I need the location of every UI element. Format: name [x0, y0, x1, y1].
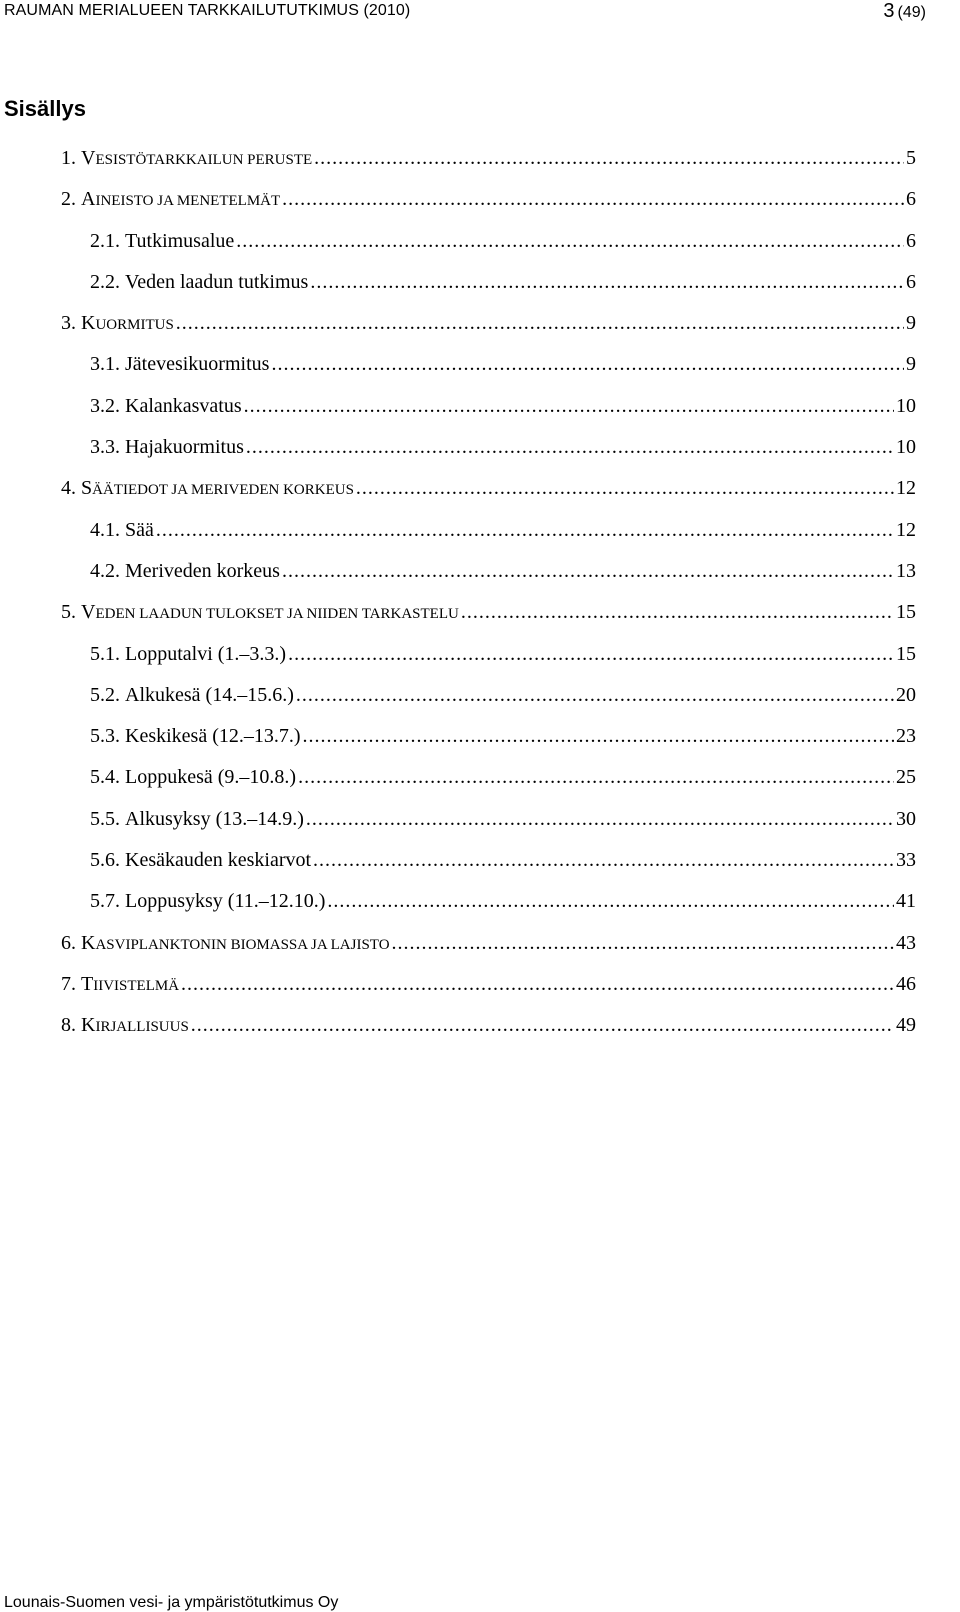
toc-entry-number: 8. — [61, 1014, 76, 1037]
toc-entry-number: 4.1. — [90, 518, 120, 541]
toc-leader-dots — [181, 964, 894, 1005]
toc-leader-dots — [303, 716, 894, 757]
toc-entry[interactable] — [0, 468, 960, 509]
toc-entry-text: Hajakuormitus — [125, 436, 244, 459]
toc-entry[interactable] — [0, 716, 960, 757]
toc-entry-text: Alkukesä (14.–15.6.) — [125, 683, 294, 706]
toc-entry-label — [61, 592, 459, 635]
toc-entry-text: Kalankasvatus — [125, 394, 242, 417]
toc-entry-rest: UORMITUS — [95, 317, 174, 334]
toc-entry-number: 2.2. — [90, 270, 120, 293]
toc-entry-label — [61, 179, 280, 222]
toc-entry-page: 20 — [896, 683, 916, 706]
toc-entry-initial: T — [81, 972, 94, 995]
toc-entry-text: Meriveden korkeus — [125, 559, 280, 582]
toc-leader-dots — [282, 551, 894, 592]
toc-entry-number: 5.2. — [90, 683, 120, 706]
toc-entry[interactable] — [0, 1005, 960, 1046]
toc-entry-rest: IIVISTELMÄ — [93, 977, 180, 994]
toc-entry[interactable] — [0, 592, 960, 633]
page-header — [0, 0, 960, 26]
toc-entry-number: 3. — [61, 312, 76, 335]
toc-entry-number: 7. — [61, 972, 76, 995]
toc-leader-dots — [298, 757, 894, 798]
toc-entry-number: 5.1. — [90, 642, 120, 665]
toc-entry-number: 5.5. — [90, 807, 120, 830]
toc-entry-rest: ESISTÖTARKKAILUN PERUSTE — [95, 152, 313, 168]
toc-entry-label — [90, 510, 154, 551]
toc-leader-dots — [244, 386, 894, 427]
toc-entry[interactable] — [0, 386, 960, 427]
toc-leader-dots — [271, 344, 904, 385]
toc-entry-number: 2. — [61, 188, 76, 211]
toc-entry-number: 3.2. — [90, 394, 120, 417]
toc-entry-number: 5.6. — [90, 849, 120, 872]
toc-entry[interactable] — [0, 303, 960, 344]
toc-entry[interactable] — [0, 138, 960, 179]
toc-entry-initial: S — [81, 477, 93, 500]
toc-entry-label — [90, 675, 294, 716]
toc-entry-text: Keskikesä (12.–13.7.) — [125, 725, 301, 748]
toc-entry-text: Tutkimusalue — [125, 229, 235, 252]
toc-entry-label — [90, 344, 269, 385]
toc-entry-text: Loppukesä (9.–10.8.) — [125, 766, 297, 789]
toc-entry-page: 15 — [896, 601, 916, 624]
toc-entry[interactable] — [0, 510, 960, 551]
toc-entry-text: Loppusyksy (11.–12.10.) — [125, 890, 326, 913]
page-number: 3 — [883, 0, 895, 22]
toc-entry-label — [90, 840, 311, 881]
toc-entry-page: 23 — [896, 725, 916, 748]
toc-entry-number: 6. — [61, 931, 76, 954]
toc-entry[interactable] — [0, 344, 960, 385]
toc-entry-text: Alkusyksy (13.–14.9.) — [125, 807, 304, 830]
toc-entry-label — [61, 1005, 189, 1048]
toc-entry-page: 25 — [896, 766, 916, 789]
toc-leader-dots — [313, 840, 894, 881]
toc-entry-page: 10 — [896, 394, 916, 417]
toc-leader-dots — [288, 634, 894, 675]
toc-entry-page: 6 — [906, 229, 916, 252]
toc-entry[interactable] — [0, 221, 960, 262]
toc-entry-text: Sää — [125, 518, 154, 541]
toc-leader-dots — [461, 592, 894, 633]
page-footer: Lounais-Suomen vesi- ja ympäristötutkimus Oy — [4, 1594, 339, 1611]
toc-entry-label — [90, 221, 234, 262]
toc-entry[interactable] — [0, 757, 960, 798]
toc-entry[interactable] — [0, 799, 960, 840]
toc-entry-text: Jätevesikuormitus — [125, 353, 270, 376]
toc-entry-label — [90, 799, 304, 840]
toc-entry-page: 33 — [896, 849, 916, 872]
toc-entry-initial: A — [81, 188, 96, 211]
toc-leader-dots — [246, 427, 894, 468]
toc-entry-label — [90, 386, 242, 427]
toc-entry[interactable] — [0, 551, 960, 592]
toc-entry-label — [90, 881, 325, 922]
toc-entry-page: 13 — [896, 559, 916, 582]
page-indicator — [883, 0, 926, 23]
toc-entry-number: 5.4. — [90, 766, 120, 789]
toc-entry-label — [90, 551, 280, 592]
toc-leader-dots — [356, 468, 894, 509]
header-title: RAUMAN MERIALUEEN TARKKAILUTUTKIMUS (2010) — [4, 2, 411, 19]
toc-entry-number: 5. — [61, 601, 76, 624]
toc-entry-text: Kesäkauden keskiarvot — [125, 849, 312, 872]
toc-entry-rest: INEISTO JA MENETELMÄT — [95, 193, 281, 210]
toc-entry-number: 2.1. — [90, 229, 120, 252]
toc-entry-label — [61, 303, 174, 346]
toc-entry-number: 5.7. — [90, 890, 120, 913]
toc-entry[interactable] — [0, 923, 960, 964]
toc-entry-initial: V — [81, 147, 96, 169]
toc-leader-dots — [282, 179, 904, 220]
toc-entry[interactable] — [0, 964, 960, 1005]
toc-entry-number: 4. — [61, 477, 76, 500]
toc-entry-number: 5.3. — [90, 725, 120, 748]
toc-entry-page: 12 — [896, 477, 916, 500]
toc-entry-page: 49 — [896, 1014, 916, 1037]
toc-entry-rest: IRJALLISUUS — [95, 1019, 189, 1036]
toc-entry-initial: K — [81, 931, 96, 954]
toc-entry-label — [90, 757, 296, 798]
toc-entry-number: 4.2. — [90, 559, 120, 582]
toc-entry-page: 12 — [896, 518, 916, 541]
toc-entry[interactable] — [0, 881, 960, 922]
toc-leader-dots — [156, 510, 894, 551]
toc-entry-label — [61, 468, 354, 511]
toc-leader-dots — [392, 923, 894, 964]
toc-leader-dots — [314, 138, 904, 179]
toc-leader-dots — [236, 221, 904, 262]
toc-entry-number: 1. — [61, 147, 76, 169]
toc-entry-label — [61, 964, 179, 1007]
toc-entry-initial: K — [81, 312, 96, 335]
toc-entry-label — [90, 716, 301, 757]
toc-entry-rest: ASVIPLANKTONIN BIOMASSA JA LAJISTO — [95, 936, 390, 953]
toc-entry-number: 3.1. — [90, 353, 120, 376]
toc-entry-initial: K — [81, 1014, 96, 1037]
toc-leader-dots — [327, 881, 894, 922]
toc-entry-page: 5 — [906, 147, 916, 169]
toc-entry-label — [61, 923, 390, 966]
toc-entry[interactable] — [0, 427, 960, 468]
toc-entry[interactable] — [0, 634, 960, 675]
toc-leader-dots — [306, 799, 894, 840]
toc-entry-page: 41 — [896, 890, 916, 913]
toc-leader-dots — [310, 262, 904, 303]
toc-entry-label — [90, 427, 244, 468]
toc-entry-page: 9 — [906, 353, 916, 376]
toc-entry-text: Lopputalvi (1.–3.3.) — [125, 642, 287, 665]
toc-entry-initial: V — [81, 601, 96, 624]
page-total: (49) — [897, 4, 926, 21]
toc-entry-page: 10 — [896, 436, 916, 459]
toc-entry-label — [90, 634, 286, 675]
toc-entry[interactable] — [0, 179, 960, 220]
toc-entry-label — [90, 262, 308, 303]
toc-entry-page: 6 — [906, 188, 916, 211]
toc-entry-page: 9 — [906, 312, 916, 335]
toc-entry-text: Veden laadun tutkimus — [125, 270, 309, 293]
toc-title: Sisällys — [4, 96, 86, 121]
toc-leader-dots — [296, 675, 894, 716]
toc-leader-dots — [191, 1005, 894, 1046]
toc-entry[interactable] — [0, 675, 960, 716]
toc-entry-page: 15 — [896, 642, 916, 665]
toc-entry-rest: EDEN LAADUN TULOKSET JA NIIDEN TARKASTELU — [95, 606, 459, 623]
toc-entry-page: 43 — [896, 931, 916, 954]
toc-entry-page: 46 — [896, 972, 916, 995]
toc-entry-page: 6 — [906, 270, 916, 293]
toc-entry-label — [61, 138, 312, 181]
toc-leader-dots — [176, 303, 904, 344]
toc-entry-page: 30 — [896, 807, 916, 830]
toc-entry-number: 3.3. — [90, 436, 120, 459]
toc-entry-rest: ÄÄTIEDOT JA MERIVEDEN KORKEUS — [92, 482, 354, 499]
table-of-contents — [0, 138, 960, 1047]
toc-entry[interactable] — [0, 262, 960, 303]
toc-entry[interactable] — [0, 840, 960, 881]
